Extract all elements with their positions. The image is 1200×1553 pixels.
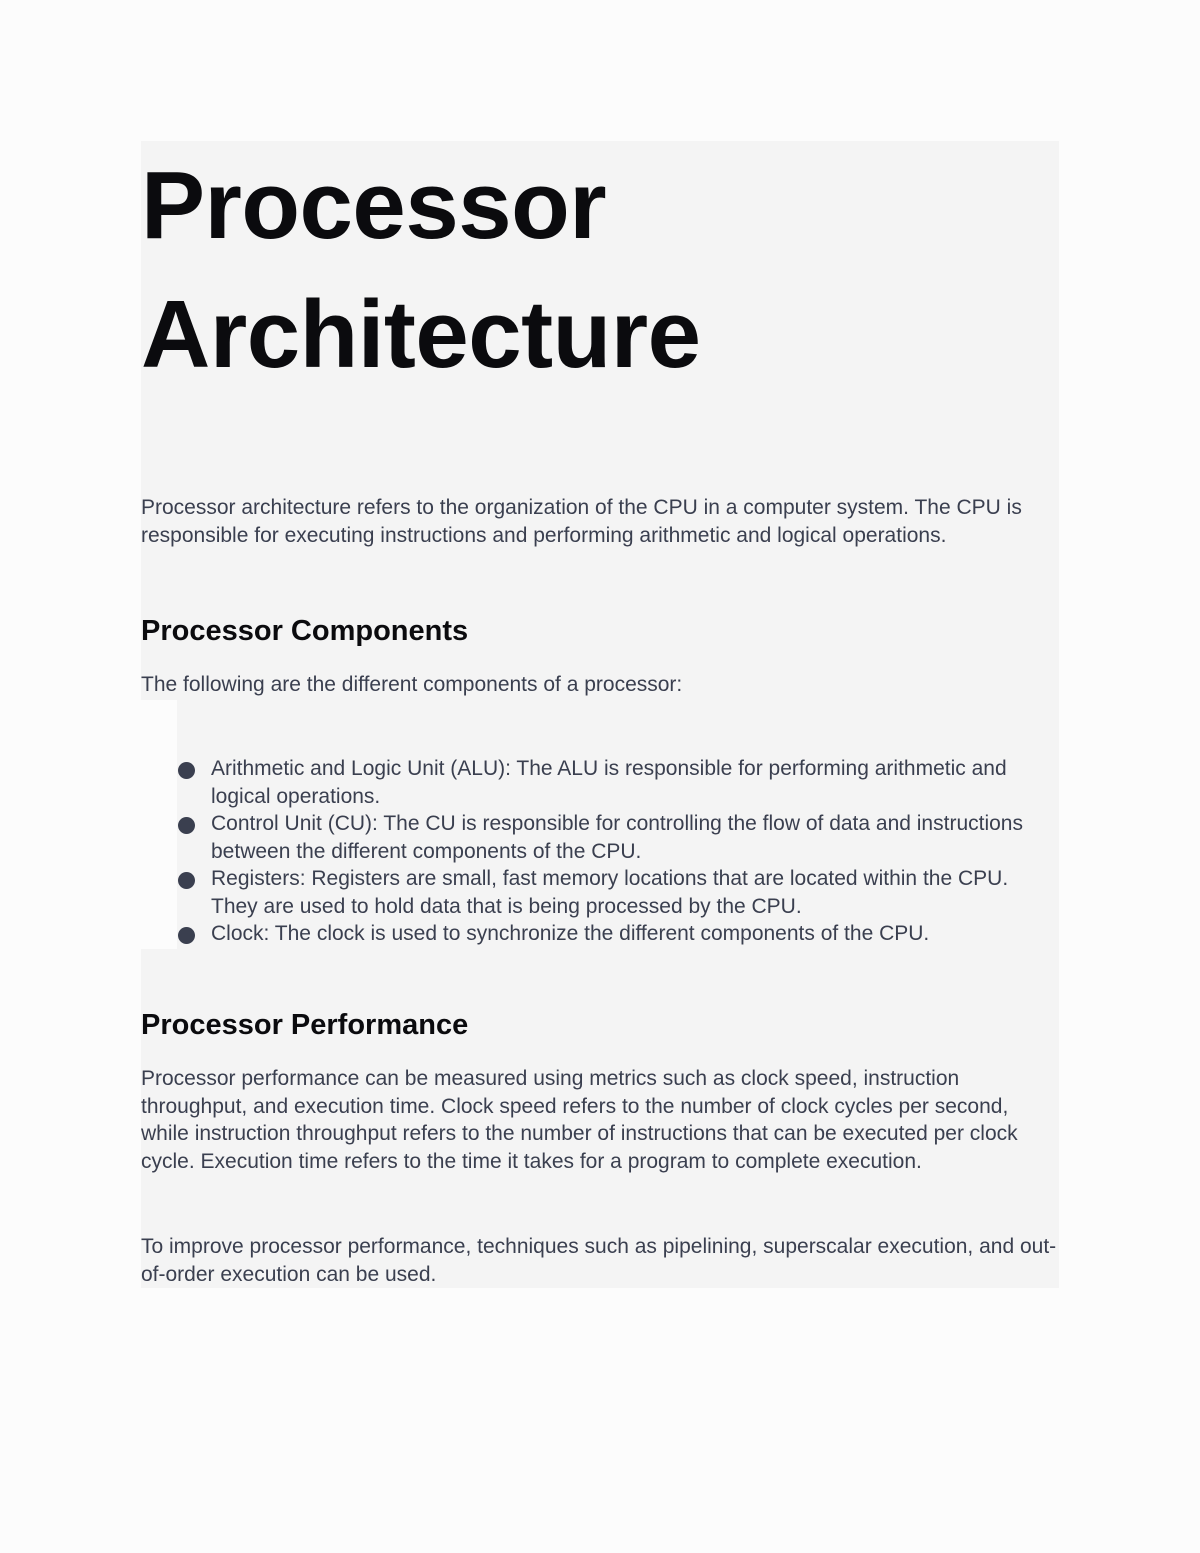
bullet-icon — [178, 762, 195, 779]
list-item-text: Registers: Registers are small, fast memory locations that are located within the CPU. They are used to hold data that is being processed by the CPU. — [211, 867, 1009, 918]
list-margin-band — [141, 700, 177, 949]
list-item — [175, 810, 1059, 865]
components-intro: The following are the different components of a processor: — [141, 673, 683, 696]
list-item-text: Clock: The clock is used to synchronize the different components of the CPU. — [211, 922, 930, 945]
list-item — [175, 920, 1059, 948]
performance-heading: Processor Performance — [141, 1009, 469, 1041]
list-item-text: Arithmetic and Logic Unit (ALU): The ALU is responsible for performing arithmetic and logical operations. — [211, 757, 1007, 808]
components-heading: Processor Components — [141, 615, 469, 647]
performance-paragraph: Processor performance can be measured using metrics such as clock speed, instruction throughput, and execution time. Clock speed refers to the number of clock cycles per second, while instruction throughput refers to the number of instructions that can be executed per clock cycle. Execution time refers to the time it takes for a program to complete execution. — [141, 1067, 1018, 1173]
document-content — [141, 141, 1059, 1288]
page-title-line-2: Architecture — [141, 281, 701, 388]
improvement-paragraph: To improve processor performance, techniques such as pipelining, superscalar execution, and out-of-order execution can be used. — [141, 1235, 1057, 1286]
bullet-icon — [178, 872, 195, 889]
components-list — [175, 755, 1059, 948]
list-item — [175, 865, 1059, 920]
bullet-icon — [178, 927, 195, 944]
list-item — [175, 755, 1059, 810]
list-item-text: Control Unit (CU): The CU is responsible for controlling the flow of data and instructions between the different components of the CPU. — [211, 812, 1023, 863]
page-title-line-1: Processor — [141, 152, 607, 259]
intro-paragraph: Processor architecture refers to the organization of the CPU in a computer system. The CPU is responsible for executing instructions and performing arithmetic and logical operations. — [141, 496, 1022, 547]
bullet-icon — [178, 817, 195, 834]
